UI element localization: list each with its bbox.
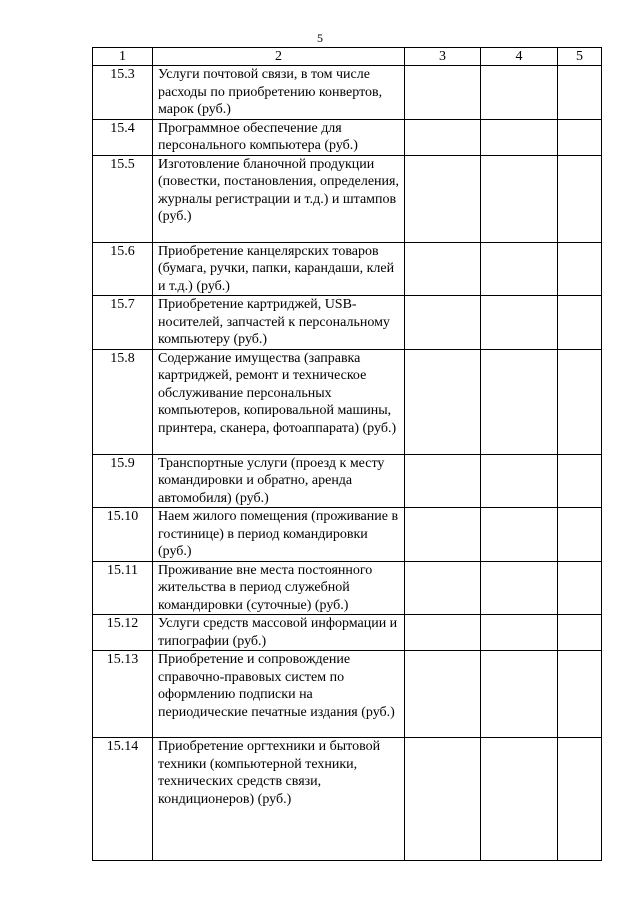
row-description: Приобретение картриджей, USB-носителей, запчастей к персональному компьютеру (руб.) [153,296,405,350]
value-cell-col-3 [405,738,481,861]
row-number: 15.3 [93,66,153,120]
value-cell-col-3 [405,66,481,120]
value-cell-col-5 [558,242,602,296]
table-row [93,454,602,508]
header-col-4: 4 [481,48,558,66]
row-description: Проживание вне места постоянного жительства в период служебной командировки (суточные) (руб.) [153,561,405,615]
row-description: Приобретение и сопровождение справочно-правовых систем по оформлению подписки на периодические печатные издания (руб.) [153,651,405,738]
table-row [93,66,602,120]
value-cell-col-3 [405,349,481,454]
table-row [93,561,602,615]
row-description: Транспортные услуги (проезд к месту командировки и обратно, аренда автомобиля) (руб.) [153,454,405,508]
value-cell-col-3 [405,296,481,350]
table-row [93,738,602,861]
row-description: Услуги средств массовой информации и типографии (руб.) [153,615,405,651]
value-cell-col-4 [481,296,558,350]
value-cell-col-4 [481,155,558,242]
row-description: Услуги почтовой связи, в том числе расходы по приобретению конвертов, марок (руб.) [153,66,405,120]
row-number: 15.4 [93,119,153,155]
page-number: 5 [317,31,323,45]
row-number: 15.5 [93,155,153,242]
row-number: 15.13 [93,651,153,738]
table-row [93,651,602,738]
header-col-5: 5 [558,48,602,66]
value-cell-col-3 [405,119,481,155]
value-cell-col-5 [558,615,602,651]
value-cell-col-4 [481,242,558,296]
value-cell-col-5 [558,349,602,454]
value-cell-col-3 [405,155,481,242]
value-cell-col-4 [481,615,558,651]
row-number: 15.8 [93,349,153,454]
table-row [93,296,602,350]
value-cell-col-5 [558,66,602,120]
value-cell-col-5 [558,561,602,615]
value-cell-col-3 [405,242,481,296]
value-cell-col-5 [558,738,602,861]
table-row [93,242,602,296]
value-cell-col-4 [481,738,558,861]
value-cell-col-5 [558,454,602,508]
table-row [93,119,602,155]
row-number: 15.11 [93,561,153,615]
value-cell-col-5 [558,508,602,562]
header-col-2: 2 [153,48,405,66]
value-cell-col-3 [405,651,481,738]
value-cell-col-4 [481,561,558,615]
value-cell-col-3 [405,508,481,562]
row-description: Наем жилого помещения (проживание в гостинице) в период командировки (руб.) [153,508,405,562]
row-description: Содержание имущества (заправка картриджей, ремонт и техническое обслуживание персональных компьютеров, копировальной машины, принтера, сканера, фотоаппарата) (руб.) [153,349,405,454]
value-cell-col-5 [558,119,602,155]
row-number: 15.9 [93,454,153,508]
table-row [93,349,602,454]
header-col-1: 1 [93,48,153,66]
row-description: Программное обеспечение для персонального компьютера (руб.) [153,119,405,155]
value-cell-col-4 [481,454,558,508]
value-cell-col-4 [481,349,558,454]
table-row [93,615,602,651]
budget-table [92,47,602,861]
table-row [93,508,602,562]
header-row [93,48,602,66]
value-cell-col-4 [481,508,558,562]
value-cell-col-4 [481,119,558,155]
row-description: Приобретение оргтехники и бытовой техники (компьютерной техники, технических средств связи, кондиционеров) (руб.) [153,738,405,861]
row-number: 15.10 [93,508,153,562]
value-cell-col-5 [558,155,602,242]
header-col-3: 3 [405,48,481,66]
value-cell-col-3 [405,561,481,615]
value-cell-col-3 [405,615,481,651]
row-number: 15.12 [93,615,153,651]
value-cell-col-4 [481,66,558,120]
row-number: 15.14 [93,738,153,861]
value-cell-col-5 [558,651,602,738]
row-number: 15.7 [93,296,153,350]
value-cell-col-5 [558,296,602,350]
row-number: 15.6 [93,242,153,296]
table-row [93,155,602,242]
row-description: Изготовление бланочной продукции (повестки, постановления, определения, журналы регистрации и т.д.) и штампов (руб.) [153,155,405,242]
row-description: Приобретение канцелярских товаров (бумага, ручки, папки, карандаши, клей и т.д.) (руб.) [153,242,405,296]
value-cell-col-3 [405,454,481,508]
value-cell-col-4 [481,651,558,738]
